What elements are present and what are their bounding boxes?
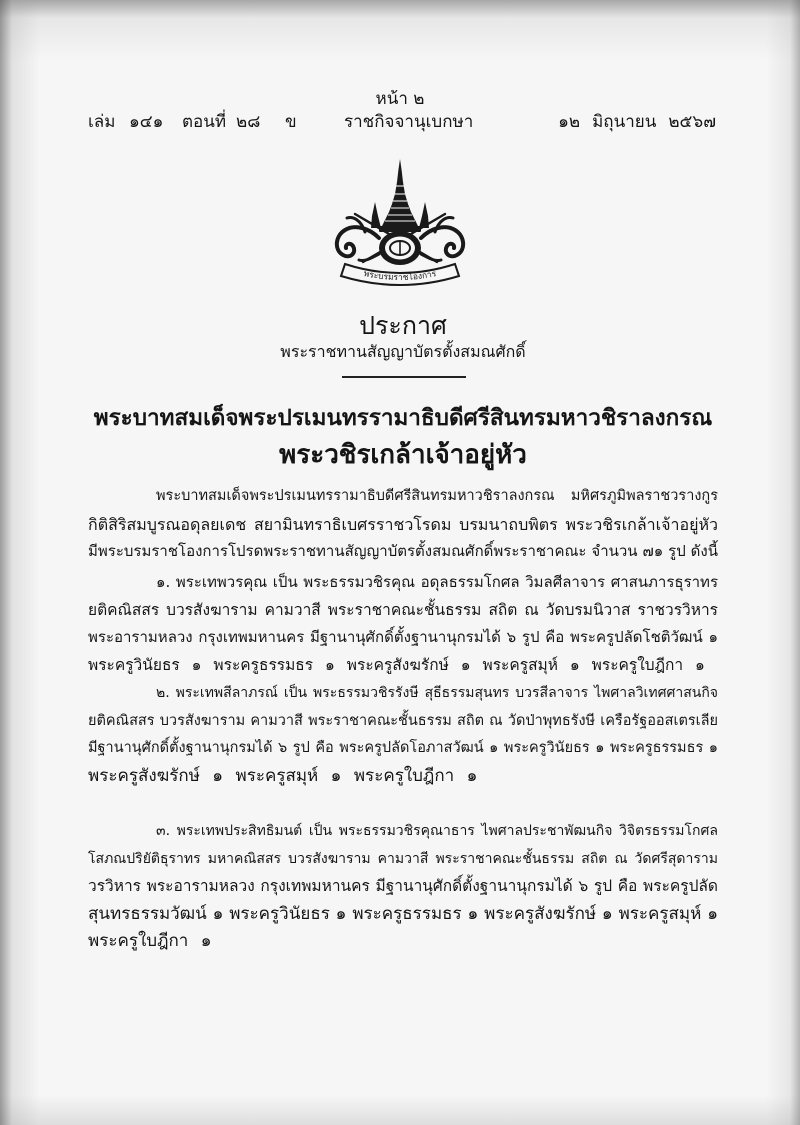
volume-number: ๑๔๑ [129, 112, 164, 132]
issue-label: ตอนที่ [182, 112, 227, 132]
item-line: สุนทรธรรมวัฒน์ ๑ พระครูวินัยธร ๑ พระครูธรรมธร ๑ พระครูสังฆรักษ์ ๑ พระครูสมุห์ ๑ [88, 903, 718, 924]
preamble-line: พระบาทสมเด็จพระปรเมนทรรามาธิบดีศรีสินทรมหาวชิราลงกรณ มหิศรภูมิพลราชวรางกูร [156, 488, 718, 504]
preamble-paragraph [88, 483, 718, 566]
royal-name-heading-line-2: พระวชิรเกล้าเจ้าอยู่หัว [279, 440, 527, 470]
item-line: โสภณปริยัติธุราทร มหาคณิสสร บวรสังฆาราม คามวาสี พระราชาคณะชั้นธรรม สถิต ณ วัดศรีสุดาราม [88, 850, 718, 867]
appointment-item-3 [88, 818, 718, 956]
crown-flame-left [371, 202, 381, 228]
royal-name-heading-line-1: พระบาทสมเด็จพระปรเมนทรรามาธิบดีศรีสินทรมหาวชิราลงกรณ [93, 405, 713, 431]
title-divider [342, 376, 466, 378]
section-letter: ข [285, 112, 297, 132]
item-line: วรวิหาร พระอารามหลวง กรุงเทพมหานคร มีฐานานุศักดิ์ตั้งฐานานุกรมได้ ๖ รูป คือ พระครูปลัด [88, 877, 718, 895]
ribbon-text: พระบรมราชโองการ [362, 269, 438, 284]
publication-name: ราชกิจจานุเบกษา [344, 112, 474, 132]
date-day: ๑๒ [558, 112, 581, 132]
page-number: หน้า ๒ [375, 89, 425, 109]
issue-number: ๒๘ [236, 112, 261, 132]
crown-body [382, 159, 418, 226]
item-line: พระครูวินัยธร ๑ พระครูธรรมธร ๑ พระครูสังฆรักษ์ ๑ พระครูสมุห์ ๑ พระครูใบฎีกา ๑ [88, 655, 705, 674]
announcement-subject: พระราชทานสัญญาบัตรตั้งสมณศักดิ์ [280, 342, 526, 361]
date-year: ๒๕๖๗ [668, 112, 716, 132]
preamble-line: มีพระบรมราชโองการโปรดพระราชทานสัญญาบัตรตั้งสมณศักดิ์พระราชาคณะ จำนวน ๗๑ รูป ดังนี้ [88, 542, 718, 560]
publication-date [558, 110, 716, 134]
item-line: ยติคณิสสร บวรสังฆาราม คามวาสี พระราชาคณะชั้นธรรม สถิต ณ วัดป่าพุทธรังษี เครือรัฐออสเตรเลีย [88, 712, 718, 729]
date-month: มิถุนายน [592, 112, 657, 132]
appointment-item-1 [88, 569, 718, 679]
item-line: มีฐานานุศักดิ์ตั้งฐานานุกรมได้ ๖ รูป คือ พระครูปลัดโอภาสวัฒน์ ๑ พระครูวินัยธร ๑ พระครูธรรมธร ๑ [88, 740, 718, 756]
item-line: ๒. พระเทพสีลาภรณ์ เป็น พระธรรมวชิรรังษี สุธีธรรมสุนทร บวรสีลาจาร ไพศาลวิเทศศาสนกิจ [156, 685, 718, 701]
item-line: ยติคณิสสร บวรสังฆาราม คามวาสี พระราชาคณะชั้นธรรม สถิต ณ วัดบรมนิวาส ราชวรวิหาร [88, 600, 718, 619]
crown-flame-right [419, 202, 429, 228]
royal-emblem [325, 158, 475, 290]
item-line: พระครูใบฎีกา ๑ [88, 931, 212, 951]
item-line: พระอารามหลวง กรุงเทพมหานคร มีฐานานุศักดิ์ตั้งฐานานุกรมได้ ๖ รูป คือ พระครูปลัดโชติวัฒน์ ๑ [88, 628, 718, 646]
item-line: พระครูสังฆรักษ์ ๑ พระครูสมุห์ ๑ พระครูใบฎีกา ๑ [88, 765, 478, 786]
ribbon-banner [341, 264, 459, 285]
appointment-item-2 [88, 680, 718, 790]
central-medallion [379, 231, 421, 265]
item-line: ๑. พระเทพวรคุณ เป็น พระธรรมวชิรคุณ อดุลธรรมโกศล วิมลศีลาจาร ศาสนภารธุราทร [156, 573, 718, 591]
announcement-title: ประกาศ [359, 311, 447, 340]
item-line: ๓. พระเทพประสิทธิมนต์ เป็น พระธรรมวชิรคุณาธาร ไพศาลประชาพัฒนกิจ วิจิตรธรรมโกศล [156, 823, 718, 839]
preamble-line: กิติสิริสมบูรณอดุลยเดช สยามินทราธิเบศรราชวโรดม บรมนาถบพิตร พระวชิรเกล้าเจ้าอยู่หัว [88, 514, 718, 534]
volume-label: เล่ม [88, 112, 116, 132]
